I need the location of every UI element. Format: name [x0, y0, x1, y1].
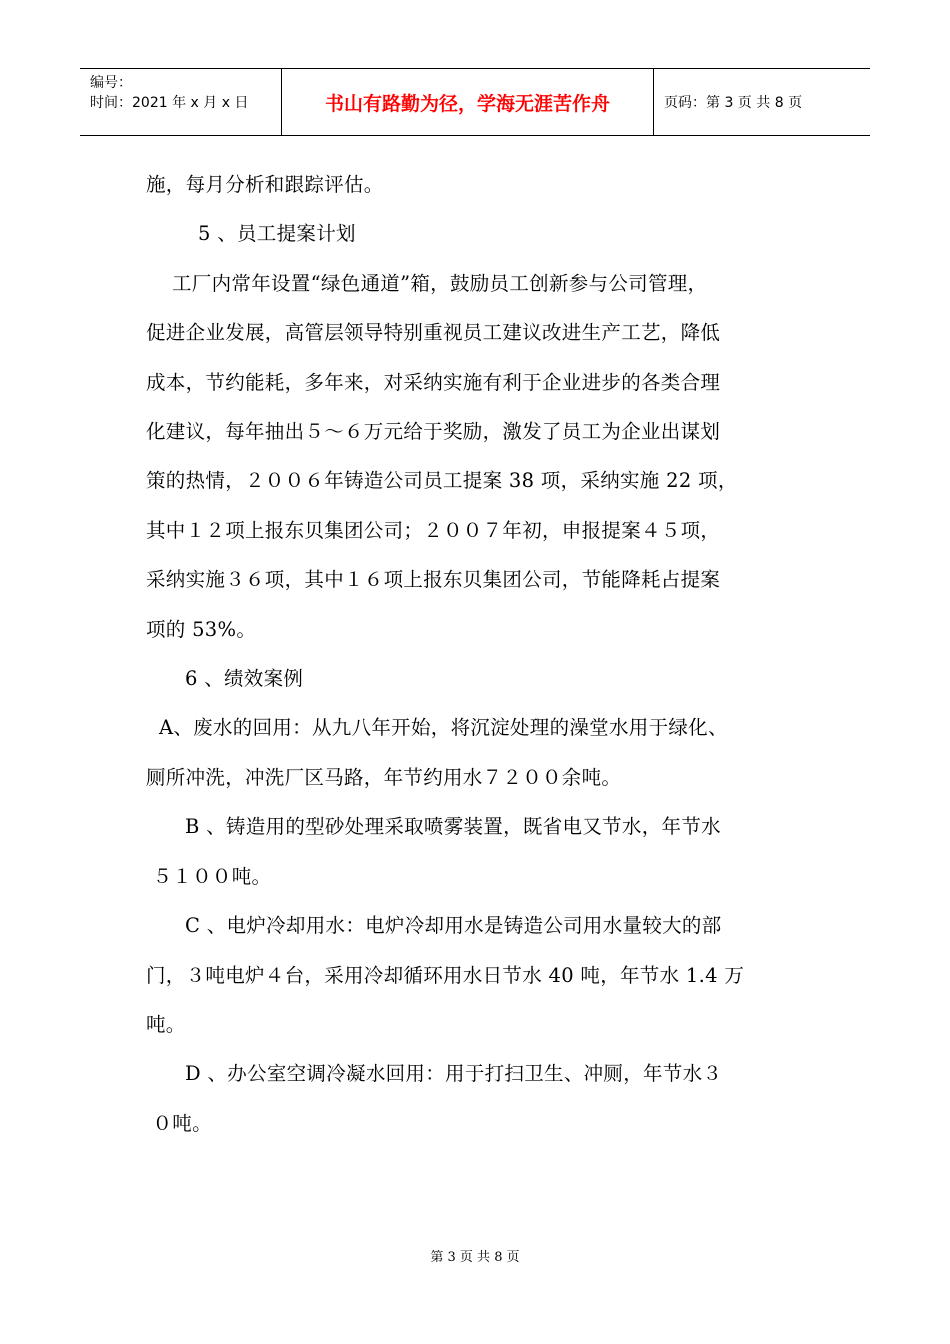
body-line: 项的 53%。 — [146, 617, 257, 641]
body-line: 成本，节约能耗，多年来，对采纳实施有利于企业进步的各类合理 — [146, 370, 721, 394]
case-a-line: A、废水的回用：从九八年开始，将沉淀处理的澡堂水用于绿化、 — [146, 716, 728, 740]
case-c-line: 吨。 — [146, 1012, 186, 1036]
body-line: 施，每月分析和跟踪评估。 — [146, 173, 384, 196]
case-d-line: D 、办公室空调冷凝水回用：用于打扫卫生、冲厕，年节水３ — [146, 1062, 723, 1086]
case-b-line: B 、铸造用的型砂处理采取喷雾装置，既省电又节水，年节水 — [146, 815, 721, 839]
body-line: 其中１２项上报东贝集团公司；２００７年初，申报提案４５项， — [146, 518, 721, 542]
body-line: 化建议，每年抽出５～６万元给于奖励，激发了员工为企业出谋划 — [146, 420, 721, 444]
case-d-line: ０吨。 — [146, 1111, 212, 1135]
case-b-line: ５１００吨。 — [146, 864, 272, 888]
body-line: 采纳实施３６项，其中１６项上报东贝集团公司，节能降耗占提案 — [146, 568, 721, 592]
body-line: 促进企业发展，高管层领导特别重视员工建议改进生产工艺，降低 — [146, 321, 721, 345]
section-heading-6: 6 、绩效案例 — [146, 667, 304, 691]
case-c-line: 门，３吨电炉４台，采用冷却循环用水日节水 40 吨，年节水 1.4 万 — [146, 963, 745, 987]
case-c-line: C 、电炉冷却用水：电炉冷却用水是铸造公司用水量较大的部 — [146, 914, 722, 938]
case-a-line: 厕所冲洗，冲洗厂区马路，年节约用水７２００余吨。 — [146, 765, 622, 789]
body-line: 策的热情，２００６年铸造公司员工提案 38 项，采纳实施 22 项， — [146, 469, 738, 493]
section-heading-5: 5 、员工提案计划 — [146, 222, 356, 246]
body-line: 工厂内常年设置“绿色通道”箱，鼓励员工创新参与公司管理， — [146, 271, 708, 295]
header-motto: 书山有路勤为径，学海无涯苦作舟 — [282, 69, 654, 135]
header-page-number: 页码：第 3 页 共 8 页 — [664, 95, 803, 111]
page-header — [80, 68, 870, 136]
page-footer: 第 3 页 共 8 页 — [430, 1250, 520, 1265]
header-meta — [80, 69, 282, 135]
document-body — [146, 160, 826, 1148]
document-date-label: 时间：2021 年 x 月 x 日 — [90, 95, 249, 111]
document-number-label: 编号： — [90, 75, 132, 91]
